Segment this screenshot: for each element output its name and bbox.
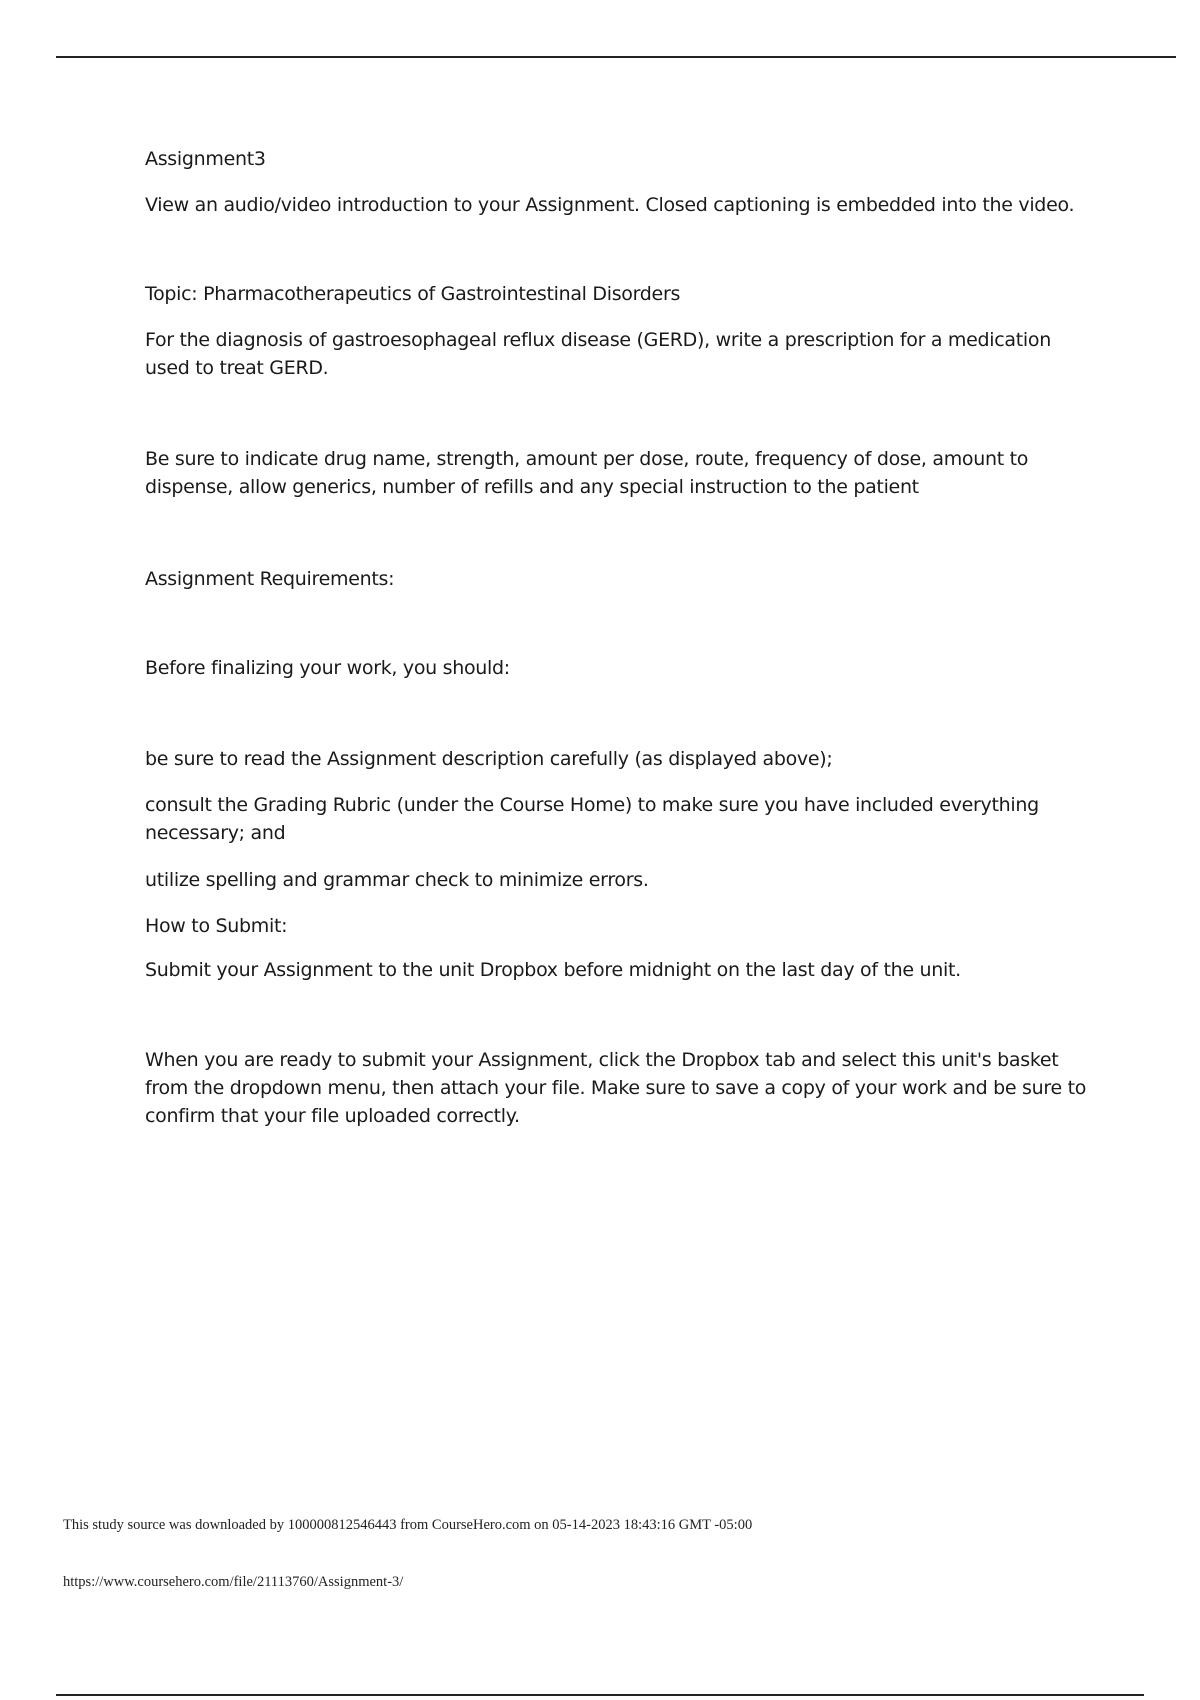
indicate-instructions: Be sure to indicate drug name, strength, amount per dose, route, frequency of dose, amount to dispense, allow generics, number of refills and any special instruction to the patient xyxy=(145,448,1029,498)
bottom-divider xyxy=(56,1694,1144,1696)
submit-text: Submit your Assignment to the unit Dropbox before midnight on the last day of the unit. xyxy=(145,959,961,981)
diagnosis-prompt: For the diagnosis of gastroesophageal reflux disease (GERD), write a prescription for a medication used to treat GERD. xyxy=(145,329,1051,379)
dropbox-instructions: When you are ready to submit your Assignment, click the Dropbox tab and select this unit's basket from the dropdown menu, then attach your file. Make sure to save a copy of your work and be sure to confirm that your file uploaded correctly. xyxy=(145,1049,1087,1127)
requirement-item: consult the Grading Rubric (under the Course Home) to make sure you have included everything necessary; and xyxy=(145,794,1039,844)
before-finalizing-text: Before finalizing your work, you should: xyxy=(145,657,510,679)
submit-heading: How to Submit: xyxy=(145,915,288,937)
topic-line: Topic: Pharmacotherapeutics of Gastrointestinal Disorders xyxy=(145,283,681,305)
source-url: https://www.coursehero.com/file/21113760/Assignment-3/ xyxy=(63,1574,404,1590)
top-divider xyxy=(56,56,1176,58)
requirement-item: utilize spelling and grammar check to minimize errors. xyxy=(145,869,649,891)
requirements-heading: Assignment Requirements: xyxy=(145,568,395,590)
requirement-item: be sure to read the Assignment description carefully (as displayed above); xyxy=(145,748,833,770)
document-title: Assignment3 xyxy=(145,148,266,170)
intro-paragraph: View an audio/video introduction to your Assignment. Closed captioning is embedded into the video. xyxy=(145,194,1075,216)
download-source-note: This study source was downloaded by 100000812546443 from CourseHero.com on 05-14-2023 18:43:16 GMT -05:00 xyxy=(63,1517,753,1533)
